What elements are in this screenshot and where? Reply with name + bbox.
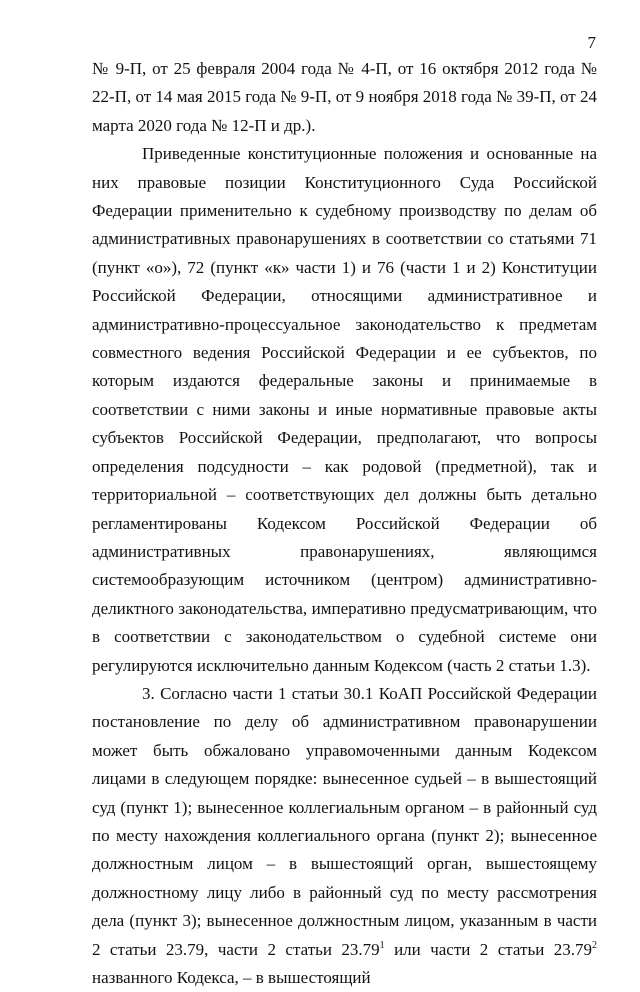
paragraph-text-part-2: или части 2 статьи 23.79	[384, 939, 592, 959]
paragraph-text-part-3: названного Кодекса, – в вышестоящий	[92, 968, 371, 987]
paragraph-continuation: № 9-П, от 25 февраля 2004 года № 4-П, от 16 октября 2012 года № 22-П, от 14 мая 2015 года № 9-П, от 9 ноября 2018 года № 39-П, от 24 марта 2020 года № 12-П и др.).	[92, 59, 597, 135]
paragraph-article-30-1	[92, 680, 597, 992]
paragraph-constitutional-provisions: Приведенные конституционные положения и основанные на них правовые позиции Конституционного Суда Российской Федерации применительно к судебному производству по делам об административных правонарушениях в соответствии со статьями 71 (пункт «о»), 72 (пункт «к» части 1) и 76 (части 1 и 2) Конституции Российской Федерации, относящими административное и административно-процессуальное законодательство к предметам совместного ведения Российской Федерации и ее субъектов, по которым издаются федеральные законы и принимаемые в соответствии с ними законы и иные нормативные правовые акты субъектов Российской Федерации, предполагают, что вопросы определения подсудности – как родовой (предметной), так и территориальной – соответствующих дел должны быть детально регламентированы Кодексом Российской Федерации об административных правонарушениях, являющимся системообразующим источником (центром) административно-деликтного законодательства, императивно предусматривающим, что в соответствии с законодательством о судебной системе они регулируются исключительно данным Кодексом (часть 2 статьи 1.3).	[92, 144, 597, 675]
superscript-1: 1	[379, 939, 385, 951]
page-number: 7	[587, 33, 596, 52]
document-body	[92, 55, 597, 992]
paragraph-text-part-1: 3. Согласно части 1 статьи 30.1 КоАП Российской Федерации постановление по делу об административном правонарушении может быть обжаловано управомоченными данным Кодексом лицами в следующем порядке: вынесенное судьей – в вышестоящий суд (пункт 1); вынесенное коллегиальным органом – в районный суд по месту нахождения коллегиального органа (пункт 2); вынесенное должностным лицом – в вышестоящий орган, вышестоящему должностному лицу либо в районный суд по месту рассмотрения дела (пункт 3); вынесенное должностным лицом, указанным в части 2 статьи 23.79, части 2 статьи 23.79	[92, 683, 597, 959]
superscript-2: 2	[592, 939, 597, 951]
